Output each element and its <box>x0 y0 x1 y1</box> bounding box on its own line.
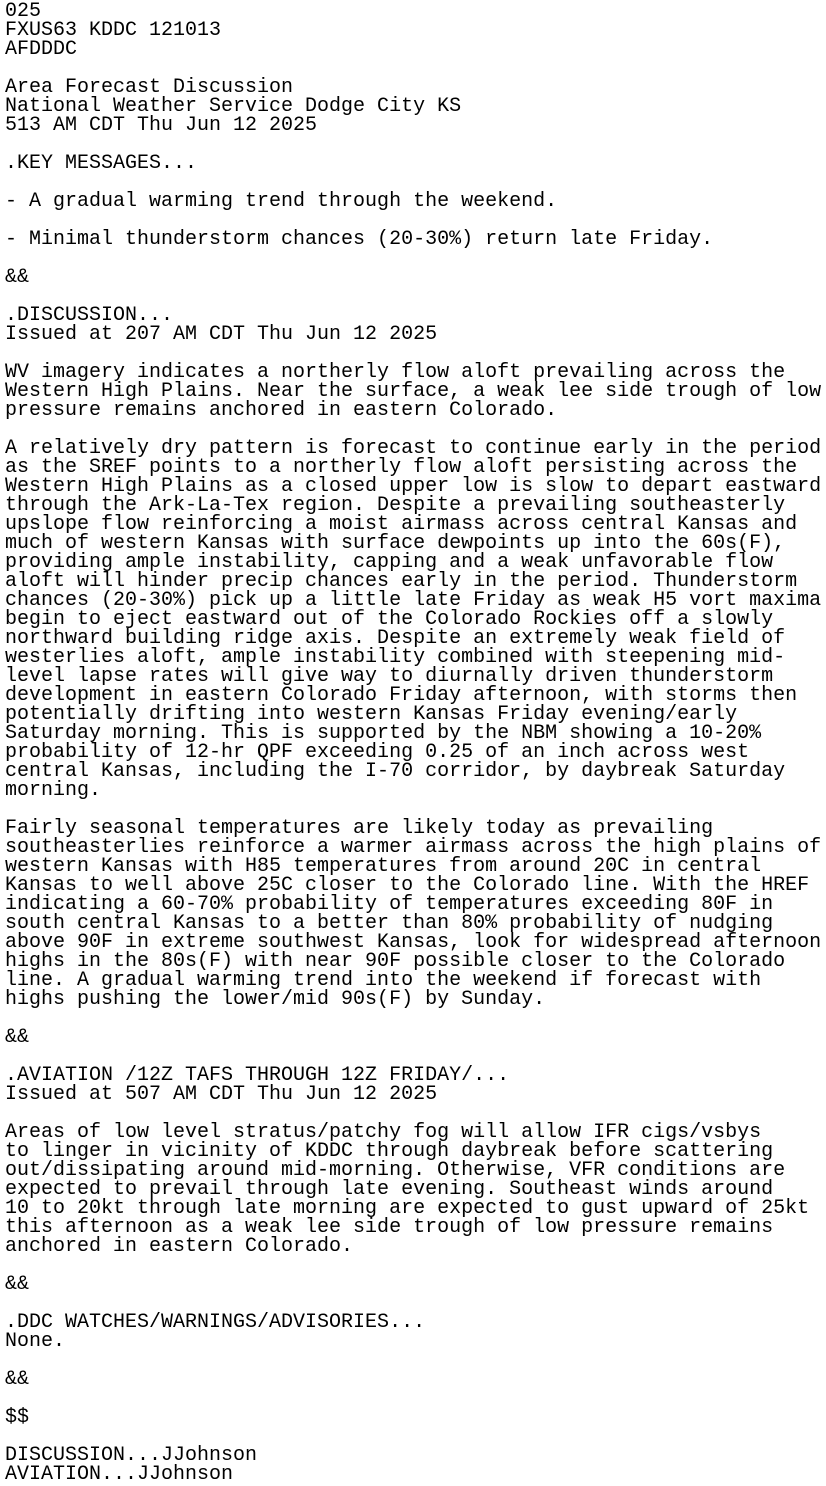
text-line: anchored in eastern Colorado. <box>5 1235 354 1258</box>
text-line: DISCUSSION...JJohnson <box>5 1444 258 1467</box>
text-line: && <box>5 266 30 289</box>
text-line <box>5 1256 826 1275</box>
text-line: && <box>5 1026 30 1049</box>
text-line: $$ <box>5 1406 30 1429</box>
text-line <box>5 249 826 268</box>
text-line: .DDC WATCHES/WARNINGS/ADVISORIES... <box>5 1311 426 1334</box>
text-line: much of western Kansas with surface dewpoints up into the 60s(F), <box>5 532 786 555</box>
text-line: - Minimal thunderstorm chances (20-30%) return late Friday. <box>5 228 714 251</box>
text-line: south central Kansas to a better than 80% probability of nudging <box>5 912 774 935</box>
text-line: expected to prevail through late evening. Southeast winds around <box>5 1178 774 1201</box>
text-line: above 90F in extreme southwest Kansas, look for widespread afternoon <box>5 931 822 954</box>
text-line <box>5 1009 826 1028</box>
text-line: AFDDDC <box>5 38 78 61</box>
text-line <box>5 1351 826 1370</box>
text-line: as the SREF points to a northerly flow aloft persisting across the <box>5 456 798 479</box>
text-line: morning. <box>5 779 102 802</box>
text-line: 025 <box>5 0 42 23</box>
text-line: potentially drifting into western Kansas Friday evening/early <box>5 703 738 726</box>
text-line: northward building ridge axis. Despite an extremely weak field of <box>5 627 786 650</box>
text-line: Issued at 207 AM CDT Thu Jun 12 2025 <box>5 323 438 346</box>
text-line: highs pushing the lower/mid 90s(F) by Sunday. <box>5 988 546 1011</box>
text-line: probability of 12-hr QPF exceeding 0.25 of an inch across west <box>5 741 750 764</box>
text-line: Fairly seasonal temperatures are likely today as prevailing <box>5 817 714 840</box>
text-line: development in eastern Colorado Friday afternoon, with storms then <box>5 684 798 707</box>
text-line: Area Forecast Discussion <box>5 76 294 99</box>
text-line: upslope flow reinforcing a moist airmass across central Kansas and <box>5 513 798 536</box>
text-line <box>5 1389 826 1408</box>
text-line: A relatively dry pattern is forecast to continue early in the period <box>5 437 822 460</box>
text-line: southeasterlies reinforce a warmer airmass across the high plains of <box>5 836 822 859</box>
text-line: through the Ark-La-Tex region. Despite a prevailing southeasterly <box>5 494 786 517</box>
text-line: indicating a 60-70% probability of temperatures exceeding 80F in <box>5 893 774 916</box>
text-line: .AVIATION /12Z TAFS THROUGH 12Z FRIDAY/... <box>5 1064 510 1087</box>
text-line: Kansas to well above 25C closer to the Colorado line. With the HREF <box>5 874 810 897</box>
text-line: WV imagery indicates a northerly flow aloft prevailing across the <box>5 361 786 384</box>
text-line: Issued at 507 AM CDT Thu Jun 12 2025 <box>5 1083 438 1106</box>
text-line: central Kansas, including the I-70 corridor, by daybreak Saturday <box>5 760 786 783</box>
text-line: && <box>5 1273 30 1296</box>
text-line: western Kansas with H85 temperatures from around 20C in central <box>5 855 762 878</box>
text-line: begin to eject eastward out of the Colorado Rockies off a slowly <box>5 608 774 631</box>
text-line: National Weather Service Dodge City KS <box>5 95 462 118</box>
text-line: chances (20-30%) pick up a little late Friday as weak H5 vort maxima <box>5 589 822 612</box>
text-line: AVIATION...JJohnson <box>5 1463 234 1486</box>
text-line: out/dissipating around mid-morning. Otherwise, VFR conditions are <box>5 1159 786 1182</box>
text-line: 513 AM CDT Thu Jun 12 2025 <box>5 114 318 137</box>
text-line: - A gradual warming trend through the weekend. <box>5 190 558 213</box>
text-line: .KEY MESSAGES... <box>5 152 198 175</box>
text-line: .DISCUSSION... <box>5 304 174 327</box>
text-line: to linger in vicinity of KDDC through daybreak before scattering <box>5 1140 774 1163</box>
text-line: line. A gradual warming trend into the weekend if forecast with <box>5 969 762 992</box>
text-line: Areas of low level stratus/patchy fog will allow IFR cigs/vsbys <box>5 1121 762 1144</box>
text-line: Western High Plains as a closed upper low is slow to depart eastward <box>5 475 822 498</box>
text-line: pressure remains anchored in eastern Colorado. <box>5 399 558 422</box>
text-line: providing ample instability, capping and a weak unfavorable flow <box>5 551 774 574</box>
text-line: Western High Plains. Near the surface, a weak lee side trough of low <box>5 380 822 403</box>
text-line: aloft will hinder precip chances early in the period. Thunderstorm <box>5 570 798 593</box>
text-line: Saturday morning. This is supported by the NBM showing a 10-20% <box>5 722 762 745</box>
text-line: highs in the 80s(F) with near 90F possible closer to the Colorado <box>5 950 786 973</box>
text-line: FXUS63 KDDC 121013 <box>5 19 222 42</box>
text-line: this afternoon as a weak lee side trough of low pressure remains <box>5 1216 774 1239</box>
text-line: 10 to 20kt through late morning are expected to gust upward of 25kt <box>5 1197 810 1220</box>
text-line: None. <box>5 1330 66 1353</box>
text-line: level lapse rates will give way to diurnally driven thunderstorm <box>5 665 774 688</box>
text-line: westerlies aloft, ample instability combined with steepening mid- <box>5 646 786 669</box>
text-line: && <box>5 1368 30 1391</box>
